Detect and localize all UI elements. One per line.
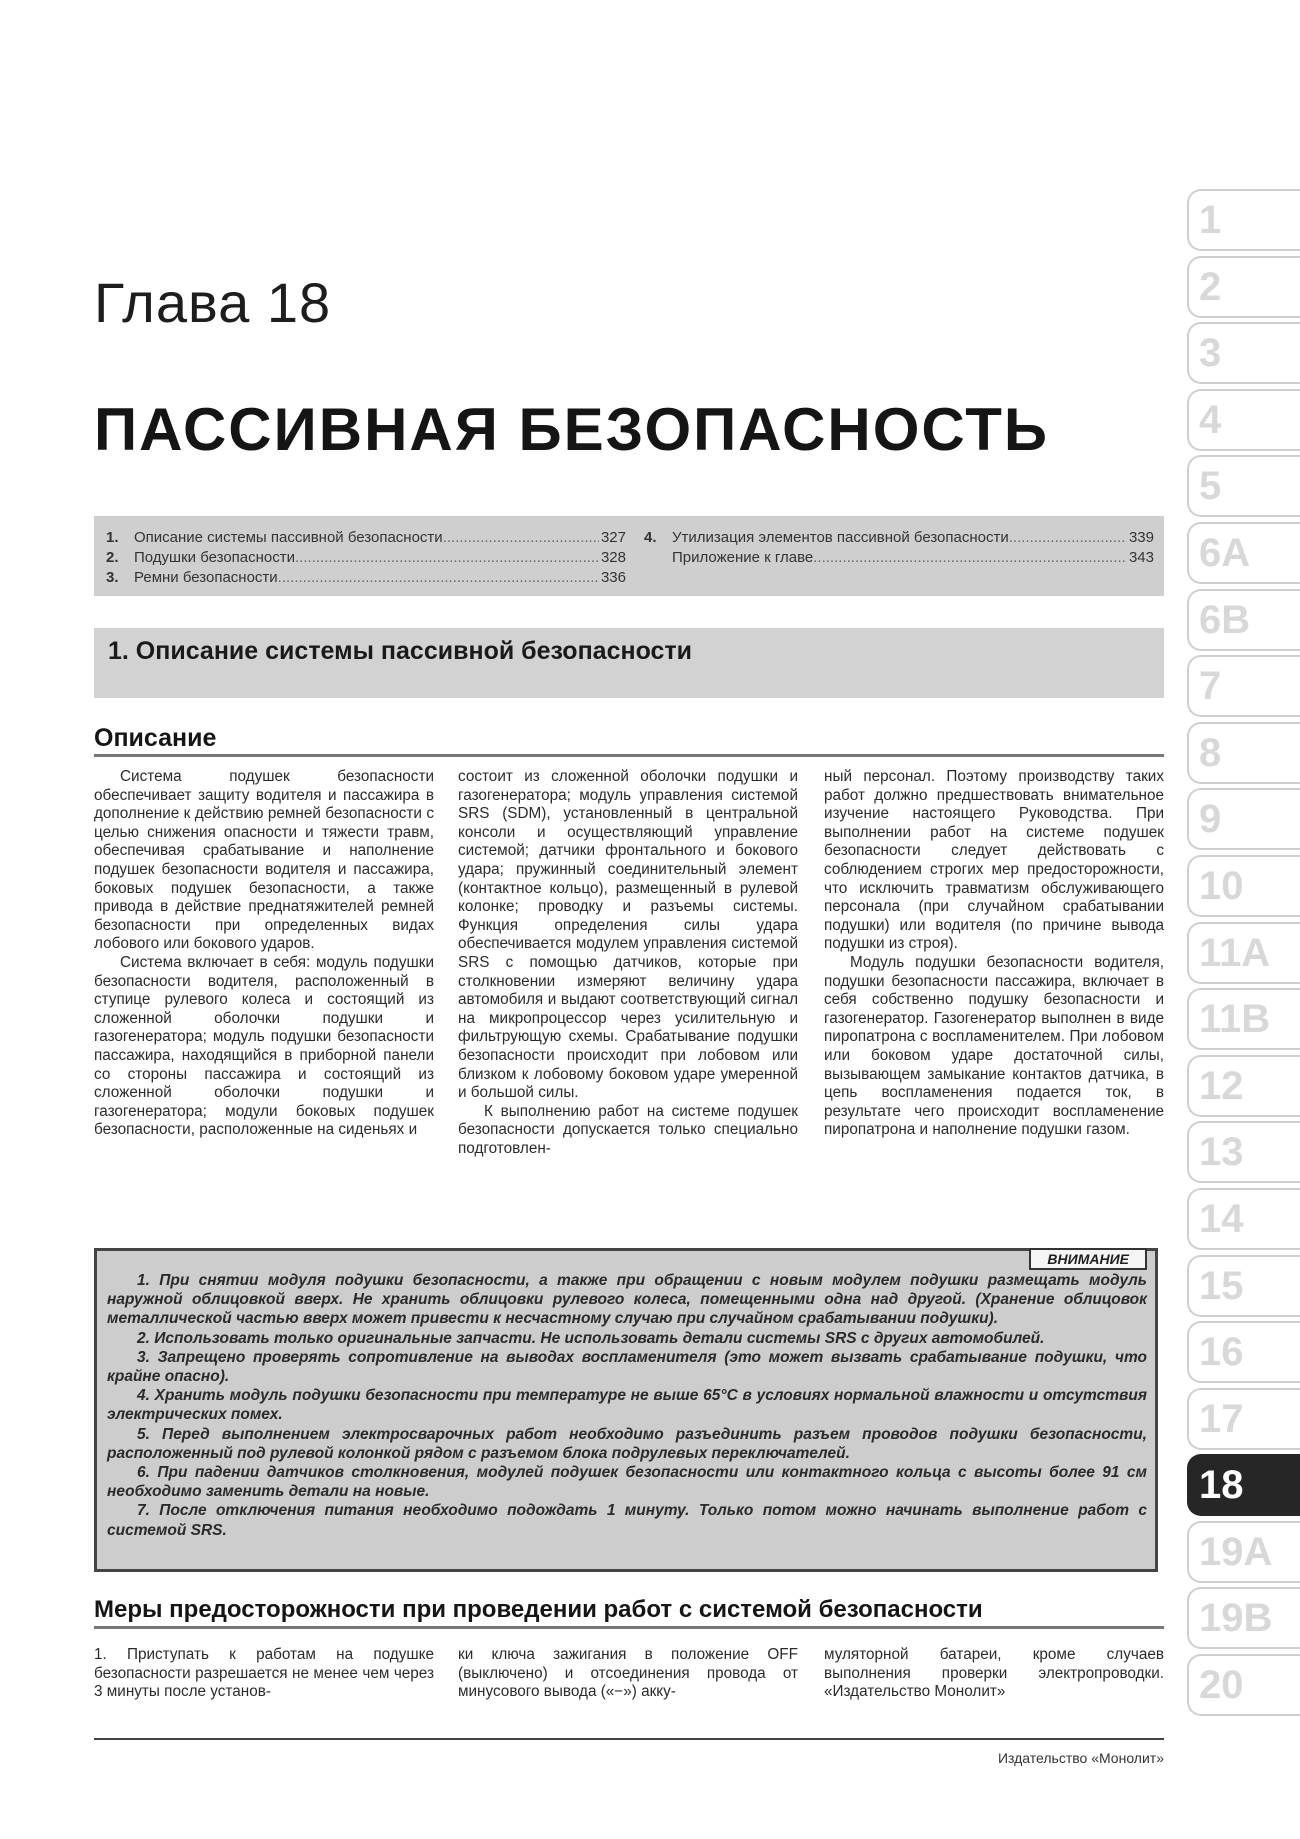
contents-entry-page: 343 [1128, 549, 1154, 566]
warning-text [107, 1271, 1147, 1540]
chapter-tab-4[interactable]: 4 [1187, 389, 1300, 451]
chapter-tab-19a[interactable]: 19A [1187, 1521, 1300, 1583]
chapter-tab-7[interactable]: 7 [1187, 655, 1300, 717]
contents-entry-title: Приложение к главе [672, 549, 814, 566]
contents-dot-leader [443, 528, 599, 548]
text-column-2 [458, 768, 798, 1158]
contents-dot-leader [1009, 528, 1127, 548]
paragraph: муляторной батареи, кроме случаев выполнения проверки электропроводки. «Издательство Монолит» [824, 1646, 1164, 1701]
contents-entry-page: 336 [600, 569, 626, 586]
section-header-bar [94, 628, 1164, 698]
chapter-tabs [1187, 189, 1300, 1721]
subsection-heading-precautions: Меры предосторожности при проведении работ с системой безопасности [94, 1596, 983, 1623]
contents-entry-number: 4. [644, 529, 657, 546]
subsection-rule [94, 1626, 1164, 1629]
chapter-tab-19b[interactable]: 19B [1187, 1587, 1300, 1649]
chapter-tab-8[interactable]: 8 [1187, 722, 1300, 784]
paragraph: состоит из сложенной оболочки подушки и газогенератора; модуль управления системой SRS (SDM), установленный в центральной консоли и осуществляющий управление системой; датчики фронтального и бокового удара; пружинный соединительный элемент (контактное кольцо), размещенный в рулевой колонке; проводку и разъемы системы. Функция определения силы удара обеспечивается модулем управления системой SRS с помощью датчиков, которые при столкновении измеряют величину удара автомобиля и выдают соответствующий сигнал на микропроцессор через усилительную и фильтрующую схемы. Срабатывание подушки безопасности происходит при лобовом или близком к лобовому боковом ударе умеренной и большой силы. [458, 768, 798, 1102]
contents-entry[interactable] [106, 548, 626, 568]
subsection-rule [94, 754, 1164, 757]
contents-entry-page: 339 [1128, 529, 1154, 546]
chapter-tab-12[interactable]: 12 [1187, 1055, 1300, 1117]
contents-entry[interactable] [106, 528, 626, 548]
paragraph: ки ключа зажигания в положение OFF (выключено) и отсоединения провода от минусового вывода («−») акку- [458, 1646, 798, 1701]
warning-item: 4. Хранить модуль подушки безопасности при температуре не выше 65°С в условиях нормальной влажности и отсутствия электрических помех. [107, 1387, 1147, 1424]
contents-entry-number: 2. [106, 549, 119, 566]
warning-box [94, 1248, 1158, 1572]
contents-entry[interactable] [644, 548, 1154, 568]
contents-entry-title: Подушки безопасности [134, 549, 296, 566]
contents-entry-page: 328 [600, 549, 626, 566]
chapter-tab-6a[interactable]: 6A [1187, 522, 1300, 584]
warning-item: 3. Запрещено проверять сопротивление на выводах воспламенителя (это может вызвать срабатывание подушки, что крайне опасно). [107, 1348, 1147, 1386]
paragraph: Модуль подушки безопасности водителя, подушки безопасности пассажира, включает в себя собственно подушку безопасности и газогенератор. Газогенератор выполнен в виде пиропатрона с воспламенителем. При лобовом или боковом ударе достаточной силы, вызывающем замыкание контактов датчика, в цепь воспламенения подается ток, в результате чего происходит воспламенение пиропатрона и наполнение подушки газом. [824, 953, 1164, 1139]
contents-dot-leader [813, 548, 1127, 568]
paragraph: К выполнению работ на системе подушек безопасности допускается только специально подготовлен- [458, 1102, 798, 1157]
paragraph: ный персонал. Поэтому производству таких работ должно предшествовать внимательное изучение настоящего Руководства. При выполнении работ на системе подушек безопасности следует действовать с соблюдением строгих мер предосторожности, что исключить травматизм обслуживающего персонала (при случайном срабатывании подушки) или водителя (по причине вывода подушки из строя). [824, 768, 1164, 953]
subsection-heading-description: Описание [94, 724, 217, 752]
contents-entry-number [644, 548, 672, 568]
text-column-3 [824, 1646, 1164, 1702]
contents-entry-number: 1. [106, 529, 119, 546]
text-column-3 [824, 768, 1164, 1140]
chapter-tab-2[interactable]: 2 [1187, 256, 1300, 318]
section-title: 1. Описание системы пассивной безопасности [108, 637, 693, 665]
chapter-tab-1[interactable]: 1 [1187, 189, 1300, 251]
contents-dot-leader [295, 548, 599, 568]
contents-entry-title: Описание системы пассивной безопасности [134, 529, 443, 546]
chapter-contents [94, 516, 1164, 596]
contents-dot-leader [278, 568, 599, 588]
contents-entry-title: Ремни безопасности [134, 569, 278, 586]
chapter-tab-13[interactable]: 13 [1187, 1121, 1300, 1183]
text-column-1 [94, 768, 434, 1140]
paragraph: Система подушек безопасности обеспечивает защиту водителя и пассажира в дополнение к действию ремней безопасности с целью снижения опасности и тяжести травм, обеспечивая срабатывание и наполнение подушек безопасности водителя и пассажира, боковых подушек безопасности, а также привода в действие преднатяжителей ремней безопасности при определенных видах лобового или бокового ударов. [94, 768, 434, 953]
chapter-label: Глава 18 [94, 271, 332, 334]
chapter-tab-11b[interactable]: 11B [1187, 988, 1300, 1050]
chapter-tab-14[interactable]: 14 [1187, 1188, 1300, 1250]
contents-entry-number: 3. [106, 569, 119, 586]
chapter-title: ПАССИВНАЯ БЕЗОПАСНОСТЬ [94, 396, 1050, 463]
text-column-1 [94, 1646, 434, 1702]
chapter-tab-15[interactable]: 15 [1187, 1255, 1300, 1317]
chapter-tab-20[interactable]: 20 [1187, 1654, 1300, 1716]
chapter-tab-17[interactable]: 17 [1187, 1388, 1300, 1450]
footer-rule [94, 1738, 1164, 1740]
text-column-2 [458, 1646, 798, 1702]
warning-item: 2. Использовать только оригинальные запчасти. Не использовать детали системы SRS с других автомобилей. [137, 1329, 1045, 1347]
paragraph: 1. Приступать к работам на подушке безопасности разрешается не менее чем через 3 минуты после установ- [94, 1646, 434, 1701]
chapter-tab-18[interactable]: 18 [1187, 1454, 1300, 1516]
warning-item: 1. При снятии модуля подушки безопасности, а также при обращении с новым модулем подушки размещать модуль наружной облицовкой вверх. Не хранить облицовки рулевого колеса, помещенными одна над другой. (Хранение облицовок металлической частью вверх может привести к несчастному случаю при случайном срабатывании подушки). [107, 1272, 1147, 1328]
contents-entry[interactable] [644, 528, 1154, 548]
warning-label: ВНИМАНИЕ [1029, 1248, 1147, 1270]
contents-entry-title: Утилизация элементов пассивной безопасности [672, 529, 1009, 546]
warning-item: 7. После отключения питания необходимо подождать 1 минуту. Только потом можно начинать выполнение работ с системой SRS. [107, 1502, 1147, 1539]
contents-entry[interactable] [106, 568, 626, 588]
chapter-tab-11a[interactable]: 11A [1187, 922, 1300, 984]
chapter-tab-3[interactable]: 3 [1187, 322, 1300, 384]
chapter-tab-9[interactable]: 9 [1187, 788, 1300, 850]
footer-publisher: Издательство «Монолит» [997, 1750, 1164, 1766]
warning-item: 6. При падении датчиков столкновения, модулей подушек безопасности или контактного кольца с высоты более 91 см необходимо заменить детали на новые. [107, 1464, 1147, 1501]
contents-column-left [106, 528, 626, 588]
contents-entry-page: 327 [600, 529, 626, 546]
warning-item: 5. Перед выполнением электросварочных работ необходимо разъединить разъем проводов подушки безопасности, расположенный под рулевой колонкой рядом с разъемом блока подрулевых переключателей. [107, 1425, 1147, 1462]
contents-column-right [644, 528, 1154, 568]
chapter-tab-16[interactable]: 16 [1187, 1321, 1300, 1383]
chapter-tab-5[interactable]: 5 [1187, 455, 1300, 517]
chapter-tab-10[interactable]: 10 [1187, 855, 1300, 917]
chapter-tab-6b[interactable]: 6B [1187, 589, 1300, 651]
paragraph: Система включает в себя: модуль подушки безопасности водителя, расположенный в ступице рулевого колеса и состоящий из сложенной оболочки подушки и газогенератора; модуль подушки безопасности пассажира, находящийся в приборной панели со стороны пассажира и состоящий из сложенной оболочки подушки и газогенератора; модули боковых подушек безопасности, расположенные на сиденьях и [94, 953, 434, 1139]
